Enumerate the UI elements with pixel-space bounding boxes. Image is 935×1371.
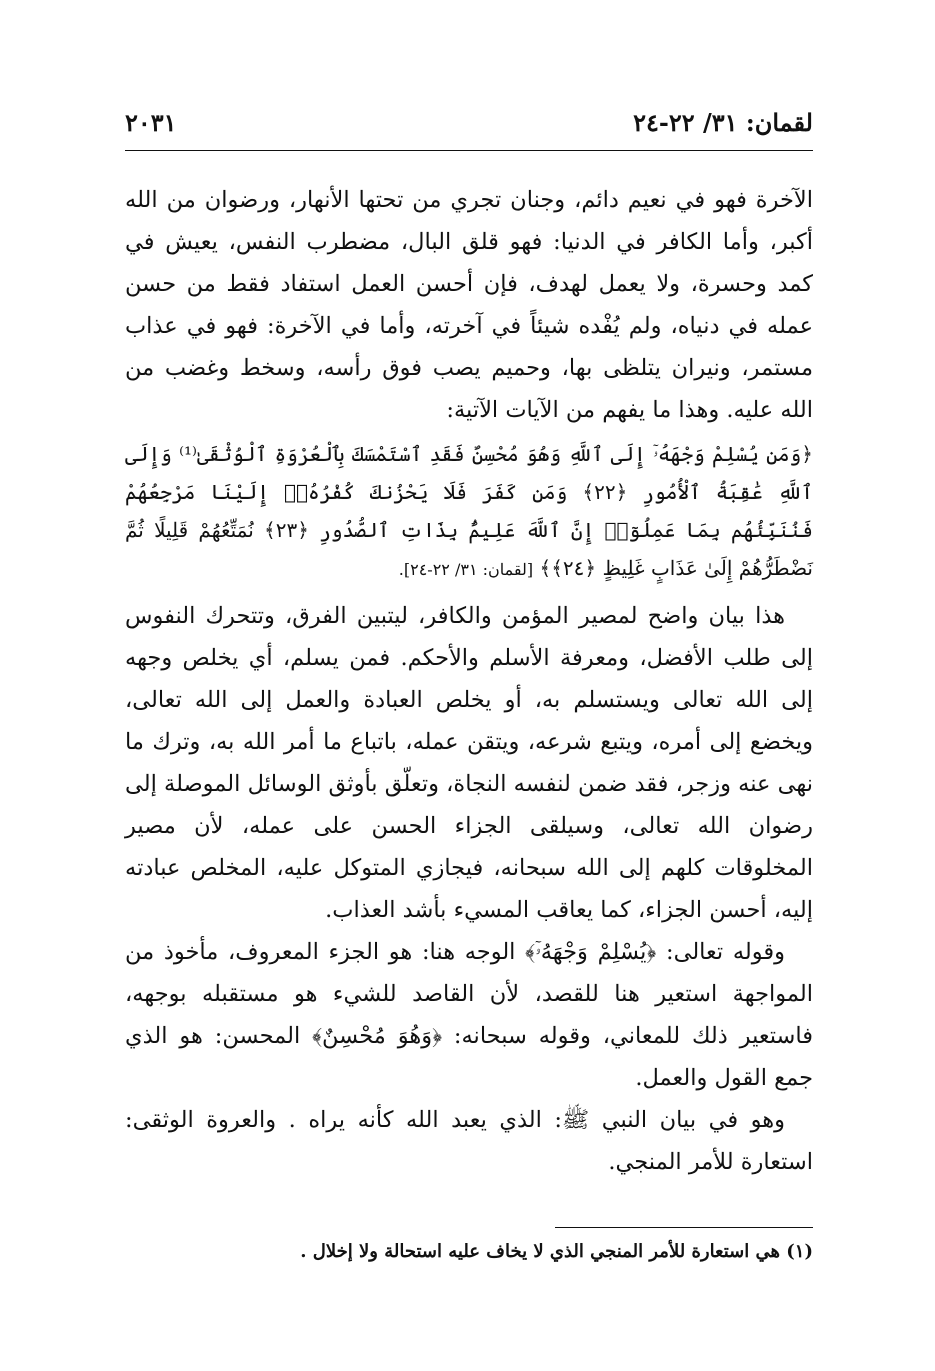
quran-text: ﴿وَمَن يُسْلِمْ وَجْهَهُۥٓ إِلَى ٱللَّهِ وَهُوَ مُحْسِنٌ فَقَدِ ٱسْتَمْسَكَ بِٱلْعُرْوَةِ ٱلْوُثْقَىٰ⁽¹⁾ وَإِلَى ٱللَّهِ عَٰقِبَةُ ٱلْأُمُورِ ﴿٢٢﴾ وَمَن كَفَرَ فَلَا يَحْزُنكَ كُفْرُهُۥٓ إِلَيْنَا مَرْجِعُهُمْ فَنُنَبِّئُهُم بِمَا عَمِلُوٓا۟ إِنَّ ٱللَّهَ عَلِيمٌۢ بِذَاتِ ٱلصُّدُورِ ﴿٢٣﴾ نُمَتِّعُهُمْ قَلِيلًا ثُمَّ نَضْطَرُّهُمْ إِلَىٰ عَذَابٍ غَلِيظٍ ﴿٢٤﴾﴾ (125, 442, 813, 580)
quran-reference: [لقمان: ٣١/ ٢٢-٢٤]. (398, 560, 534, 579)
paragraph-3: وقوله تعالى: ﴿يُسْلِمْ وَجْهَهُۥٓ﴾ الوجه هنا: هو الجزء المعروف، مأخوذ من المواجهة استعير هنا للقصد، لأن القاصد للشيء هو مستقبله بوجهه، فاستعير ذلك للمعاني، وقوله سبحانه: ﴿وَهُوَ مُحْسِنٌ﴾ المحسن: هو الذي جمع القول والعمل. (125, 939, 813, 1091)
page-body (125, 179, 813, 1183)
paragraph-1: الآخرة فهو في نعيم دائم، وجنان تجري من تحتها الأنهار، ورضوان من الله أكبر، وأما الكافر في الدنيا: فهو قلق البال، مضطرب النفس، يعيش في كمد وحسرة، ولا يعمل لهدف، فإن أحسن العمل استفاد فقط من حسن عمله في دنياه، ولم يُفْده شيئاً في آخرته، وأما في الآخرة: فهو في عذاب مستمر، ونيران يتلظى بها، وحميم يصب فوق رأسه، وسخط وغضب من الله عليه. وهذا ما يفهم من الآيات الآتية: (125, 187, 813, 423)
book-page (125, 108, 813, 1266)
chapter-reference: لقمان: ٣١/ ٢٢-٢٤ (633, 108, 813, 137)
quran-verses (125, 435, 813, 589)
running-header (125, 108, 813, 151)
page-number: ٢٠٣١ (125, 108, 177, 137)
footnote-divider (555, 1227, 813, 1228)
paragraph-4: وهو في بيان النبي ﷺ: الذي يعبد الله كأنه يراه . والعروة الوثقى: استعارة للأمر المنجي. (125, 1107, 813, 1175)
paragraph-2: هذا بيان واضح لمصير المؤمن والكافر، ليتبين الفرق، وتتحرك النفوس إلى طلب الأفضل، ومعرفة الأسلم والأحكم. فمن يسلم، أي يخلص وجهه إلى الله تعالى ويستسلم به، أو يخلص العبادة والعمل إلى الله تعالى، ويخضع إلى أمره، ويتبع شرعه، ويتقن عمله، باتباع ما أمر الله به، وترك ما نهى عنه وزجر، فقد ضمن لنفسه النجاة، وتعلّق بأوثق الوسائل الموصلة إلى رضوان الله تعالى، وسيلقى الجزاء الحسن على عمله، لأن مصير المخلوقات كلهم إلى الله سبحانه، فيجازي المتوكل عليه، المخلص عبادته إليه، أحسن الجزاء، كما يعاقب المسيء بأشد العذاب. (125, 603, 813, 923)
footnote: (١) هي استعارة للأمر المنجي الذي لا يخاف عليه استحالة ولا إخلال . (300, 1241, 813, 1262)
